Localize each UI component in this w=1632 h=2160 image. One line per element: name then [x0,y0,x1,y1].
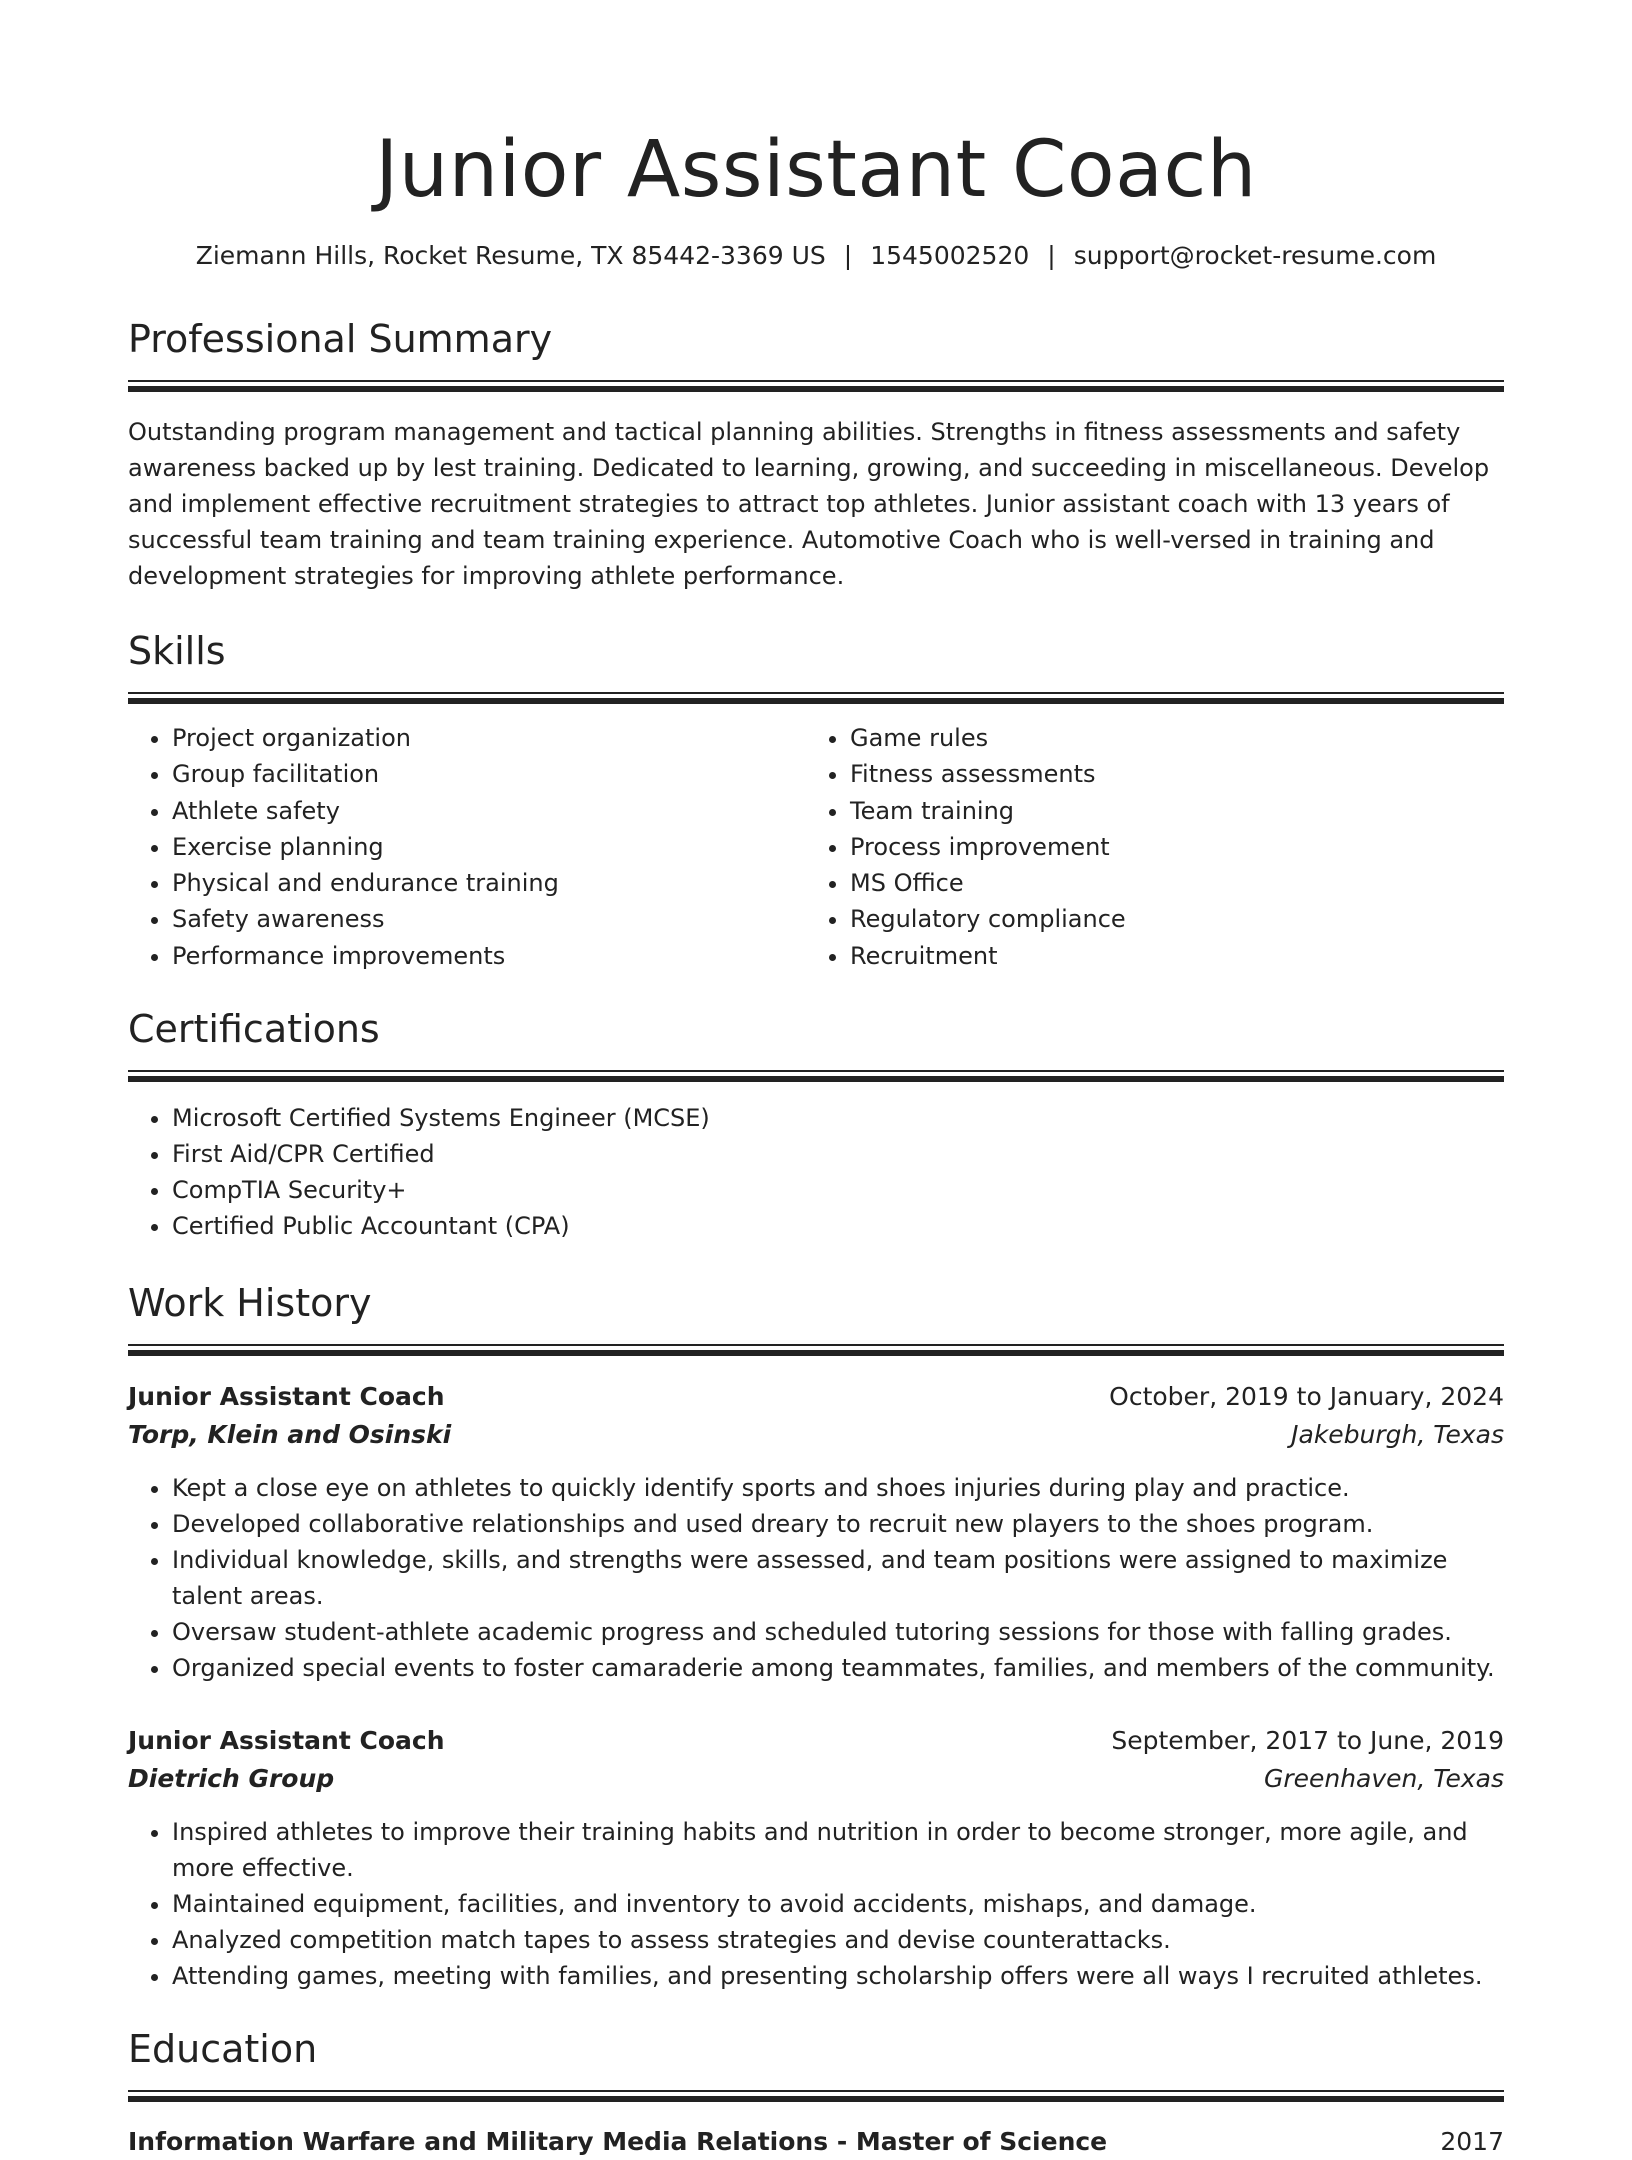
section-divider [128,380,1504,392]
education-entry [128,2124,1504,2160]
certification-item: • Microsoft Certified Systems Engineer (MCSE) [172,1100,1504,1136]
certification-item: • First Aid/CPR Certified [172,1136,1504,1172]
summary-text: Outstanding program management and tactical planning abilities. Strengths in fitness assessments and safety awareness backed up by lest training. Dedicated to learning, growing, and succeeding in miscellaneous. Develop and implement effective recruitment strategies to attract top athletes. Junior assistant coach with 13 years of successful team training and team training experience. Automotive Coach who is well-versed in training and development strategies for improving athlete performance. [128,418,1490,590]
section-divider [128,692,1504,704]
job-bullet: • Organized special events to foster camaraderie among teammates, families, and members of the community. [172,1650,1504,1686]
job-bullet: • Individual knowledge, skills, and strengths were assessed, and team positions were assigned to maximize talent areas. [172,1542,1504,1614]
job-bullet: • Developed collaborative relationships and used dreary to recruit new players to the shoes program. [172,1506,1504,1542]
job-header-row [128,1378,1504,1416]
skills-column-left [128,720,806,974]
education-year: 2017 [1440,2127,1504,2157]
section-divider [128,1344,1504,1356]
skill-item: • Performance improvements [172,938,806,974]
job-company: Dietrich Group [128,1764,335,1794]
skill-item: • Team training [850,793,1484,829]
job-bullet-list [128,1814,1504,1994]
job-bullet: • Attending games, meeting with families, and presenting scholarship offers were all ways I recruited athletes. [172,1958,1504,1994]
job-location: Greenhaven, Texas [1263,1764,1504,1794]
skills-column-right [806,720,1484,974]
job-subheader-row [128,1416,1504,1454]
certification-item: • Certified Public Accountant (CPA) [172,1208,1504,1244]
section-title-education: Education [128,2027,318,2072]
skill-item: • Process improvement [850,829,1484,865]
contact-phone: 1545002520 [870,241,1030,270]
skill-item: • Regulatory compliance [850,901,1484,937]
section-divider [128,1070,1504,1082]
skill-item: • Group facilitation [172,756,806,792]
job-entry [128,1378,1504,1686]
job-bullet: • Inspired athletes to improve their training habits and nutrition in order to become stronger, more agile, and more effective. [172,1814,1504,1886]
contact-separator: | [843,241,853,270]
section-title-certifications: Certifications [128,1007,380,1052]
skill-item: • Game rules [850,720,1484,756]
contact-email: support@rocket-resume.com [1073,241,1437,270]
job-title: Junior Assistant Coach [128,1726,445,1756]
skill-item: • Project organization [172,720,806,756]
section-title-summary: Professional Summary [128,317,553,361]
job-dates: October, 2019 to January, 2024 [1109,1382,1504,1412]
job-entry [128,1722,1504,1994]
job-location: Jakeburgh, Texas [1291,1420,1504,1450]
job-bullet: • Analyzed competition match tapes to assess strategies and devise counterattacks. [172,1922,1504,1958]
skills-grid [128,720,1504,974]
education-degree: Information Warfare and Military Media Relations - Master of Science [128,2127,1108,2157]
job-company: Torp, Klein and Osinski [128,1420,452,1450]
job-dates: September, 2017 to June, 2019 [1111,1726,1504,1756]
job-title: Junior Assistant Coach [128,1382,445,1412]
section-title-skills: Skills [128,629,226,673]
resume-name: Junior Assistant Coach [375,125,1257,215]
skill-item: • Safety awareness [172,901,806,937]
skill-item: • Physical and endurance training [172,865,806,901]
skill-item: • Exercise planning [172,829,806,865]
skill-item: • Fitness assessments [850,756,1484,792]
job-bullet-list [128,1470,1504,1686]
certifications-list [128,1100,1504,1244]
skill-item: • Recruitment [850,938,1484,974]
skill-item: • MS Office [850,865,1484,901]
job-bullet: • Kept a close eye on athletes to quickly identify sports and shoes injuries during play and practice. [172,1470,1504,1506]
contact-address: Ziemann Hills, Rocket Resume, TX 85442-3369 US [195,241,826,270]
contact-line [128,238,1504,274]
job-header-row [128,1722,1504,1760]
section-title-work-history: Work History [128,1281,372,1326]
job-bullet: • Oversaw student-athlete academic progress and scheduled tutoring sessions for those with falling grades. [172,1614,1504,1650]
job-subheader-row [128,1760,1504,1798]
section-divider [128,2090,1504,2102]
certification-item: • CompTIA Security+ [172,1172,1504,1208]
job-bullet: • Maintained equipment, facilities, and inventory to avoid accidents, mishaps, and damage. [172,1886,1504,1922]
skill-item: • Athlete safety [172,793,806,829]
contact-separator: | [1047,241,1056,270]
